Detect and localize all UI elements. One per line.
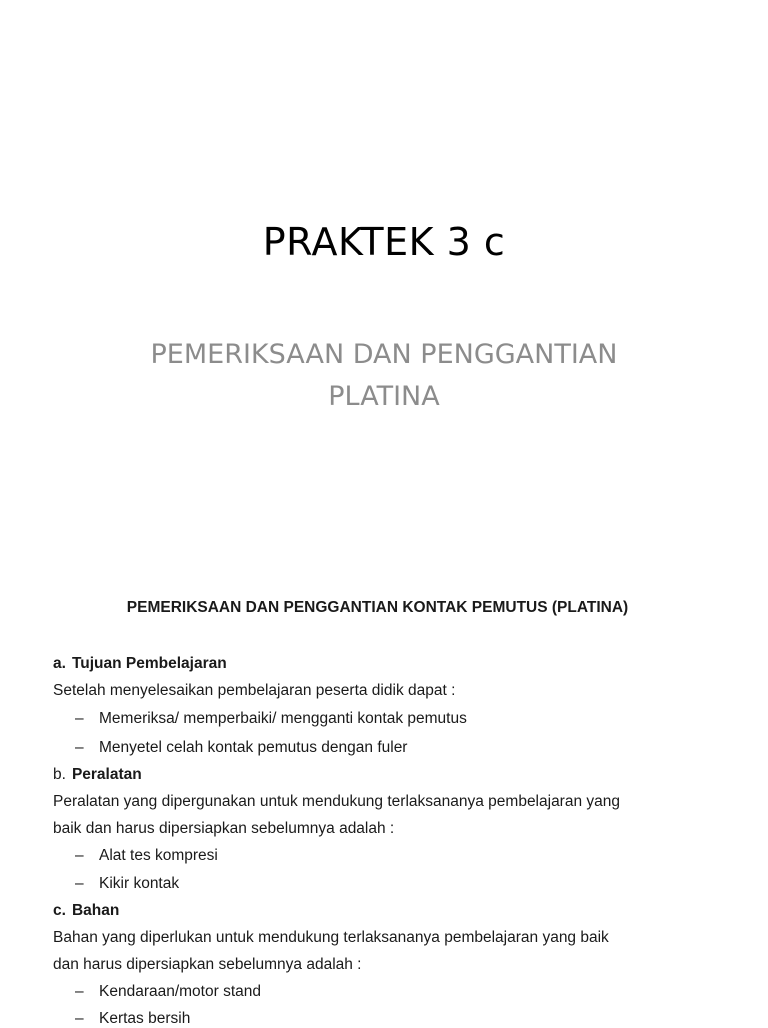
section-c-intro-line-2: dan harus dipersiapkan sebelumnya adalah : [53, 956, 362, 973]
section-a-heading [53, 655, 227, 673]
list-item: – Alat tes kompresi [75, 847, 218, 864]
section-c-heading [53, 902, 119, 920]
section-letter: b. [53, 766, 66, 783]
section-title: Peralatan [71, 766, 142, 783]
dash-bullet: – [75, 710, 84, 727]
section-c-intro-line-1: Bahan yang diperlukan untuk mendukung terlaksananya pembelajaran yang baik [53, 929, 609, 946]
list-item: – Kikir kontak [75, 875, 180, 892]
list-item: – Kendaraan/motor stand [75, 983, 261, 1000]
list-item: – Kertas bersih [75, 1010, 191, 1027]
section-a-intro: Setelah menyelesaikan pembelajaran peserta didik dapat : [53, 682, 456, 699]
section-title: Tujuan Pembelajaran [71, 655, 227, 672]
list-item: – Memeriksa/ memperbaiki/ mengganti kontak pemutus [75, 710, 467, 727]
dash-bullet: – [75, 1010, 84, 1027]
subtitle-line-2: PLATINA [328, 381, 440, 412]
document-page [0, 590, 768, 1027]
section-b-heading [53, 766, 142, 784]
section-letter: a. [53, 655, 66, 672]
dash-bullet: – [75, 739, 84, 756]
dash-bullet: – [75, 875, 84, 892]
section-title: Bahan [71, 902, 120, 919]
section-b-intro-line-1: Peralatan yang dipergunakan untuk mendukung terlaksananya pembelajaran yang [53, 793, 621, 810]
dash-bullet: – [75, 847, 84, 864]
slide-subtitle [0, 334, 768, 418]
slide-title: PRAKTEK 3 c [262, 220, 506, 264]
subtitle-line-1: PEMERIKSAAN DAN PENGGANTIAN [150, 339, 618, 370]
section-b-intro-line-2: baik dan harus dipersiapkan sebelumnya adalah : [53, 820, 395, 837]
dash-bullet: – [75, 983, 84, 1000]
list-item: – Menyetel celah kontak pemutus dengan fuler [75, 739, 408, 756]
section-letter: c. [53, 902, 66, 919]
document-heading: PEMERIKSAAN DAN PENGGANTIAN KONTAK PEMUTUS (PLATINA) [126, 599, 629, 616]
